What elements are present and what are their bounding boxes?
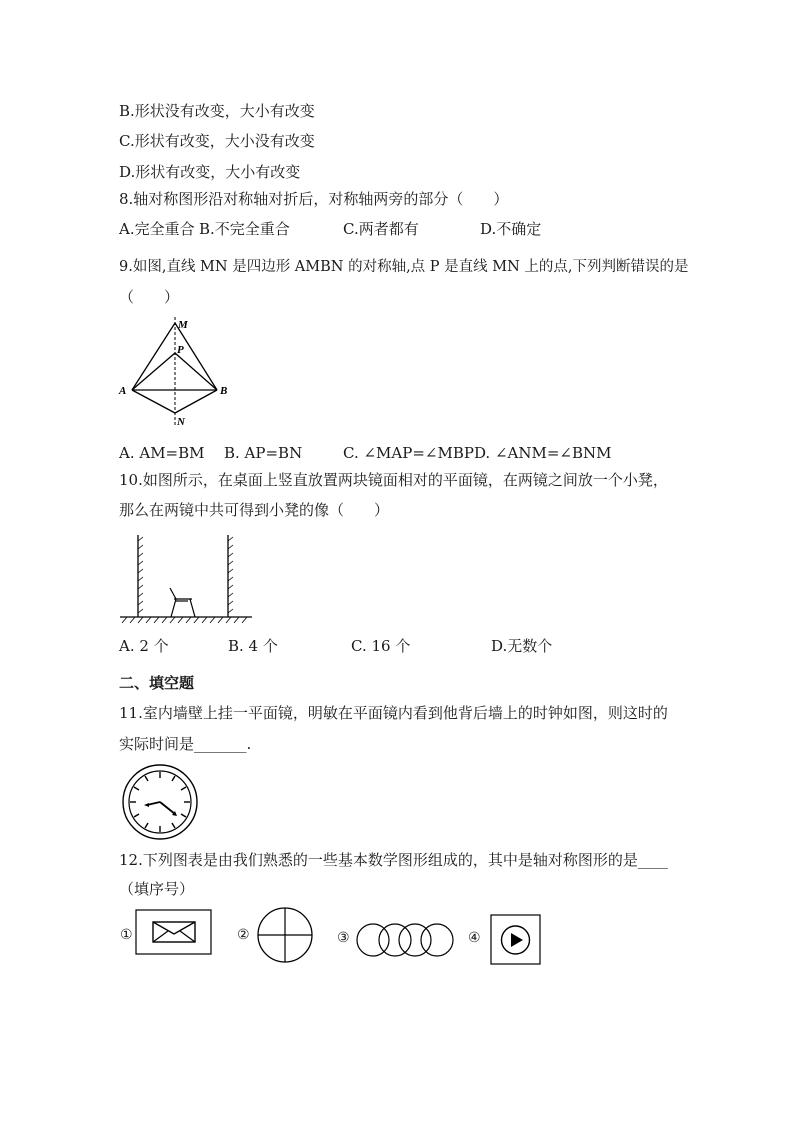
q11-stem-line1: 11.室内墙壁上挂一平面镜，明敏在平面镜内看到他背后墙上的时钟如图，则这时的 xyxy=(119,704,668,722)
q10-option-b: B. 4 个 xyxy=(228,637,278,655)
q8-option-d: D.不确定 xyxy=(480,220,542,238)
q10-stem-line2: 那么在两镜中共可得到小凳的像（ ） xyxy=(119,501,390,519)
q12-stem-line1: 12.下列图表是由我们熟悉的一些基本数学图形组成的，其中是轴对称图形的是____ xyxy=(119,851,668,869)
q12-play-button-figure xyxy=(490,914,542,966)
q9-stem: 9.如图,直线 MN 是四边形 AMBN 的对称轴,点 P 是直线 MN 上的点,下列判断错误的是 xyxy=(119,259,689,275)
q9-option-c: C. ∠MAP=∠MBPD. ∠ANM=∠BNM xyxy=(343,444,612,462)
q9-paren: （ ） xyxy=(119,288,180,306)
q9-option-a: A. AM=BM xyxy=(119,444,205,462)
q8-option-a: A.完全重合 xyxy=(119,220,195,238)
q10-mirrors-stool-figure xyxy=(118,533,258,625)
q12-envelope-figure xyxy=(135,909,213,956)
label-m: M xyxy=(178,319,188,331)
q7-option-b: B.形状没有改变，大小有改变 xyxy=(119,102,315,120)
q10-option-d: D.无数个 xyxy=(491,637,553,655)
q12-rings-figure xyxy=(355,921,455,959)
figure-number-4: ④ xyxy=(468,930,481,946)
q7-option-c: C.形状有改变，大小没有改变 xyxy=(119,132,315,150)
section-fill-in-title: 二、填空题 xyxy=(119,674,195,692)
q9-quadrilateral-figure xyxy=(115,315,235,430)
q9-option-b: B. AP=BN xyxy=(224,444,303,462)
label-n: N xyxy=(177,416,185,428)
label-a: A xyxy=(119,385,127,397)
q11-mirror-clock-figure xyxy=(120,763,200,841)
q12-stem-line2: （填序号） xyxy=(119,880,195,898)
figure-number-2: ② xyxy=(237,927,250,943)
q10-stem-line1: 10.如图所示，在桌面上竖直放置两块镜面相对的平面镜，在两镜之间放一个小凳， xyxy=(119,471,668,489)
figure-number-1: ① xyxy=(120,927,133,943)
q7-option-d: D.形状有改变，大小有改变 xyxy=(119,163,301,181)
q10-option-c: C. 16 个 xyxy=(351,637,411,655)
label-b: B xyxy=(220,385,228,397)
q11-stem-line2: 实际时间是_______. xyxy=(119,735,252,753)
q8-stem: 8.轴对称图形沿对称轴对折后，对称轴两旁的部分（ ） xyxy=(119,190,509,208)
q8-option-b: B.不完全重合 xyxy=(199,220,290,238)
q8-option-c: C.两者都有 xyxy=(343,220,419,238)
q12-circle-cross-figure xyxy=(255,906,315,964)
q10-option-a: A. 2 个 xyxy=(119,637,169,655)
figure-number-3: ③ xyxy=(337,930,350,946)
label-p: P xyxy=(177,344,184,356)
